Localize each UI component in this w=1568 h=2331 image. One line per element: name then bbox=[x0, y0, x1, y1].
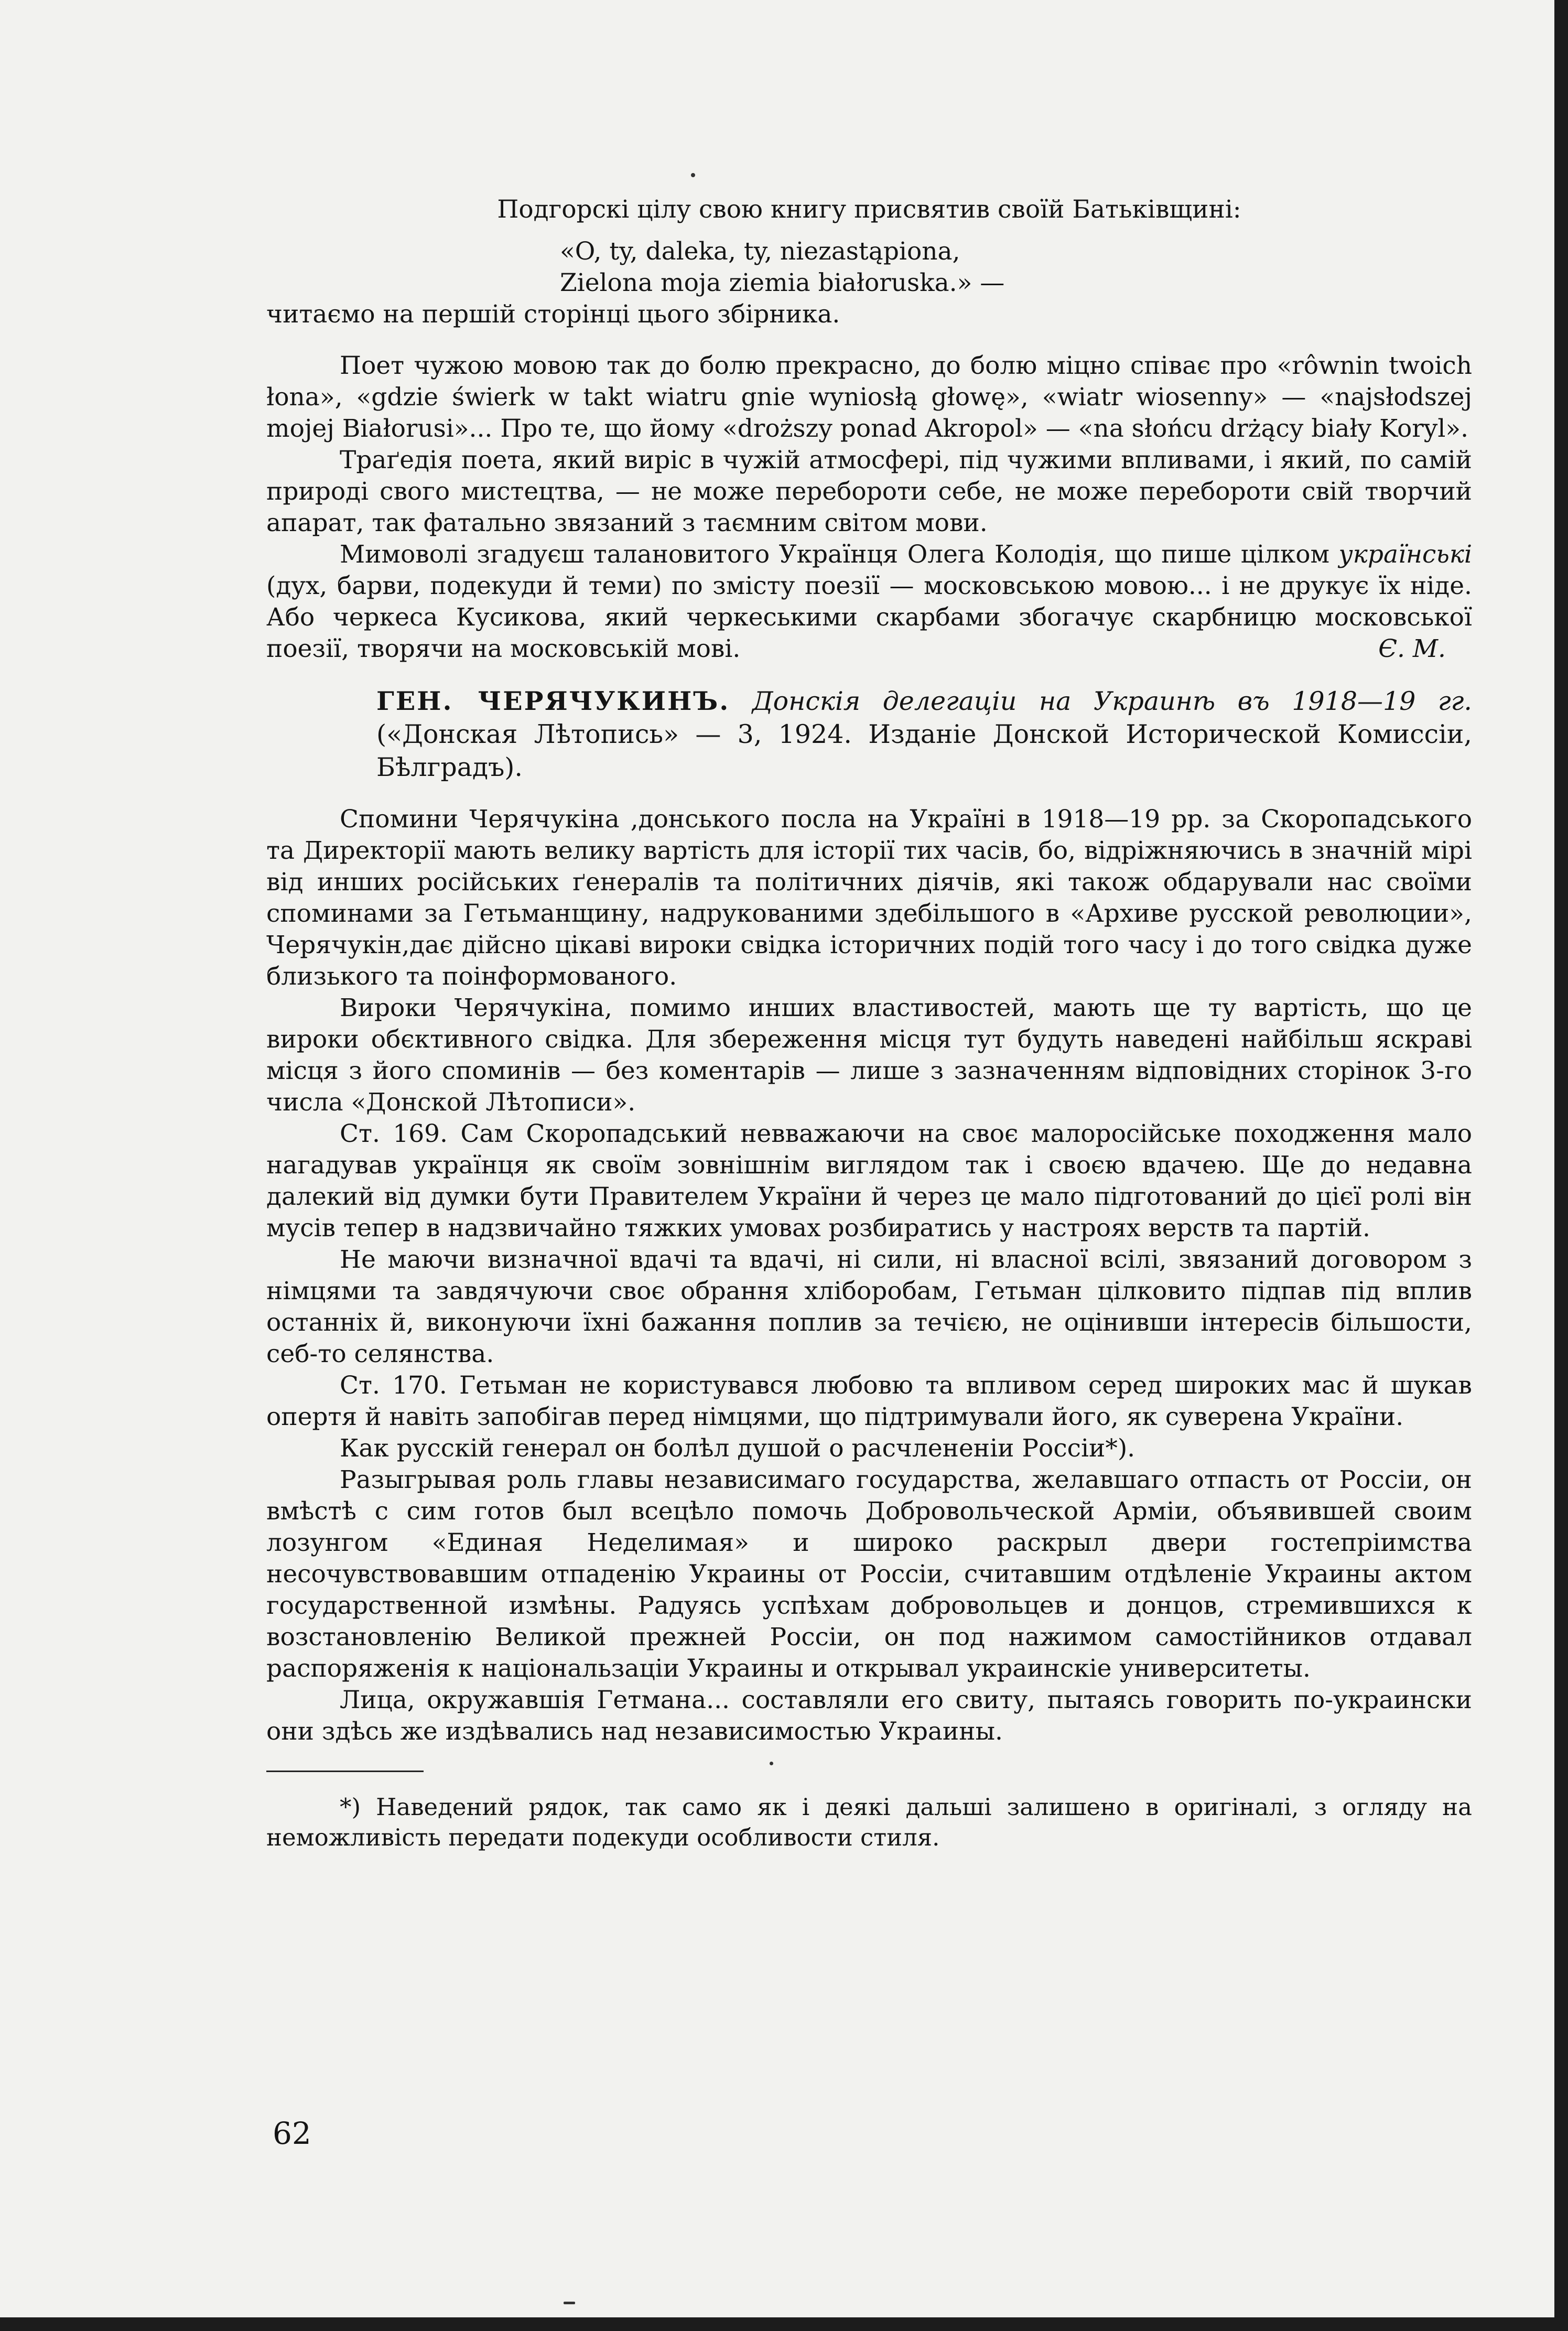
scan-speck bbox=[691, 173, 695, 177]
footnote: *) Наведений рядок, так само як і деякі дальші залишено в оригіналі, з огляду на неможливість передати подекуди особливости стиля. bbox=[266, 1793, 1472, 1851]
review-author: ГЕН. ЧЕРЯЧУКИНЪ. bbox=[376, 686, 730, 716]
poem-source-line: читаємо на першій сторінці цього збірника. bbox=[266, 300, 840, 329]
review2-paragraph: Не маючи визначної вдачі та вдачі, ні сили, ні власної всілі, звязаний договором з німцями та завдячуючи своє обрання хліборобам, Гетьман цілковито підпав під вплив останніх й, виконуючи їхні бажання поплив за течією, не оцінивши інтересів більшости, себ-то селянства. bbox=[266, 1245, 1472, 1368]
review1-paragraph: Поет чужою мовою так до болю прекрасно, до болю міцно співає про «rôwnin twoich łona», «gdzie świerk w takt wiatru gnie wyniosłą głowę», «wiatr wiosenny» — «najsłodszej mojej Białorusi»... Про те, що йому «droższy ponad Akropol» — «na słońcu drżący biały Koryl». bbox=[266, 351, 1472, 443]
review1-paragraph: Траґедія поета, який виріс в чужій атмосфері, під чужими впливами, і який, по самій природі свого мистецтва, — не може перебороти себе, не може перебороти свій творчий апарат, так фатально звязаний з таємним світом мови. bbox=[266, 446, 1472, 537]
review2-paragraph: Ст. 169. Сам Скоропадський невважаючи на своє малоросійське походження мало нагадував українця як своїм зовнішнім виглядом так і своєю вдачею. Ще до недавна далекий від думки бути Правителем України й через це мало підготований до цієї ролі він мусів тепер в надзвичайно тяжких умовах розбиратись у настроях верств та партій. bbox=[266, 1119, 1472, 1243]
review-header bbox=[376, 685, 1472, 784]
text-column bbox=[266, 194, 1472, 1853]
page-number: 62 bbox=[273, 2116, 311, 2151]
scan-speck bbox=[564, 2302, 575, 2304]
review2-paragraph: Ст. 170. Гетьман не користувався любовю та впливом серед широких мас й шукав опертя й навіть запобігав перед німцями, що підтримували його, як суверена України. bbox=[266, 1371, 1472, 1431]
review-publication: («Донская Лѣтопись» — 3, 1924. Изданіе Донской Исторической Комиссіи, Бѣлградъ). bbox=[376, 719, 1472, 782]
intro-line: Подгорскі цілу свою книгу присвятив своїй Батьківщині: bbox=[497, 195, 1241, 224]
review2-paragraph: Спомини Черячукіна ,донського посла на Україні в 1918—19 рр. за Скоропадського та Директорії мають велику вартість для історії тих часів, бо, відріжняючись в значній мірі від инших російських ґенералів та політичних діячів, які також обдарували нас своїми споминами за Гетьманщину, надрукованими здебільшого в «Архиве русской революции», Черячукін,дає дійсно цікаві вироки свідка історичних подій того часу і до того свідка дуже близького та поінформованого. bbox=[266, 805, 1472, 991]
review-signature: Є. М. bbox=[1378, 634, 1446, 663]
review2-paragraph: Лица, окружавшія Гетмана... составляли его свиту, пытаясь говорить по-украински они здѣсь же издѣвались над независимостью Украины. bbox=[266, 1686, 1472, 1746]
italic-word: українські bbox=[1338, 540, 1472, 569]
review2-paragraph: Как русскій генерал он болѣл душой о расчлененіи Россіи*). bbox=[340, 1434, 1136, 1463]
review-work-title: Донскія делегаціи на Украинѣ въ 1918—19 гг. bbox=[752, 686, 1472, 716]
poem-quote bbox=[560, 236, 1472, 299]
poem-line: Zielona moja ziemia białoruska.» — bbox=[560, 268, 1005, 297]
footnote-divider bbox=[266, 1771, 424, 1772]
poem-line: «O, ty, daleka, ty, niezastąpiona, bbox=[560, 237, 960, 266]
review2-paragraph: Вироки Черячукіна, помимо инших властивостей, мають ще ту вартість, що це вироки обєктивного свідка. Для збереження місця тут будуть наведені найбільш яскраві місця з його споминів — без коментарів — лише з зазначенням відповідних сторінок 3-го числа «Донской Лѣтописи». bbox=[266, 994, 1472, 1117]
review2-paragraph: Разыгрывая роль главы независимаго государства, желавшаго отпасть от Россіи, он вмѣстѣ с сим готов был всецѣло помочь Добровольческой Арміи, объявившей своим лозунгом «Единая Неделимая» и широко раскрыл двери гостепріимства несочувствовавшим отпаденію Украины от Россіи, считавшим отдѣленіе Украины актом государственной измѣны. Радуясь успѣхам добровольцев и донцов, стремившихся к возстановленію Великой прежней Россіи, он под нажимом самостійников отдавал распоряженія к національзаціи Украины и открывал украинскіе университеты. bbox=[266, 1465, 1472, 1683]
review1-paragraph: Мимоволі згадуєш талановитого Українця Олега Колодія, що пише цілком українські (дух, барви, подекуди й теми) по змісту поезії — московською мовою... і не друкує їх ніде. Або черкеса Кусикова, який черкеськими скарбами збогачує скарбницю московської поезії, творячи на московській мові. bbox=[266, 540, 1472, 663]
